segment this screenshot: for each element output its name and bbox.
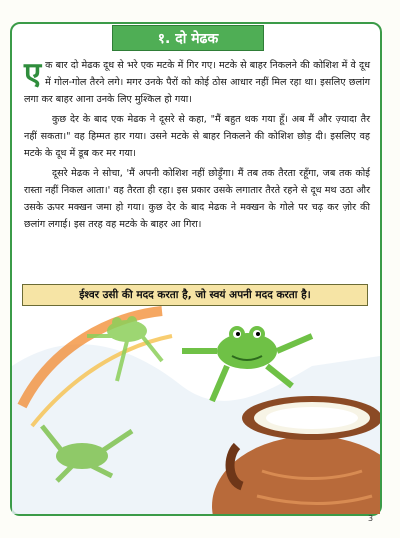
paragraph-3: दूसरे मेढक ने सोचा, 'मैं अपनी कोशिश नहीं छोड़ूँगा। मैं तब तक तैरता रहूँगा, जब तक कोई रास्ता नहीं निकल आता।' वह तैरता ही रहा। इस प्रकार उसके लगातार तैरते रहने से दूध मथ उठा और उसके ऊपर मक्खन जमा हो गया। कुछ देर के बाद मेढक ने मक्खन के गोले पर चढ़ कर ज़ोर की छलांग लगाई। इस तरह वह मटके के बाहर आ गिरा। xyxy=(24,168,370,230)
paragraph-2: कुछ देर के बाद एक मेढक ने दूसरे से कहा, "मैं बहुत थक गया हूँ। अब मैं और ज़्यादा तैर नहीं सकता।" वह हिम्मत हार गया। उसने मटके से बाहर निकलने की कोशिश छोड़ दी। इसलिए वह मटके के दूध में डूब कर मर गया। xyxy=(24,114,370,159)
story-text xyxy=(24,57,370,236)
paragraph-1 xyxy=(24,57,370,108)
story-title: १. दो मेढक xyxy=(112,25,264,51)
page-number: 3 xyxy=(368,514,374,523)
frogs-and-pot-illustration xyxy=(12,306,380,514)
paragraph-1-text: क बार दो मेढक दूध से भरे एक मटके में गिर गए। मटके से बाहर निकलने की कोशिश में वे दूध में गोल-गोल तैरने लगे। मगर उनके पैरों को कोई ठोस आधार नहीं मिल रहा था। इसलिए छलांग लगा कर बाहर आना उनके लिए मुश्किल हो गया। xyxy=(24,60,370,105)
moral-banner: ईश्वर उसी की मदद करता है, जो स्वयं अपनी मदद करता है। xyxy=(22,284,368,306)
dropcap-letter: ए xyxy=(24,56,42,92)
